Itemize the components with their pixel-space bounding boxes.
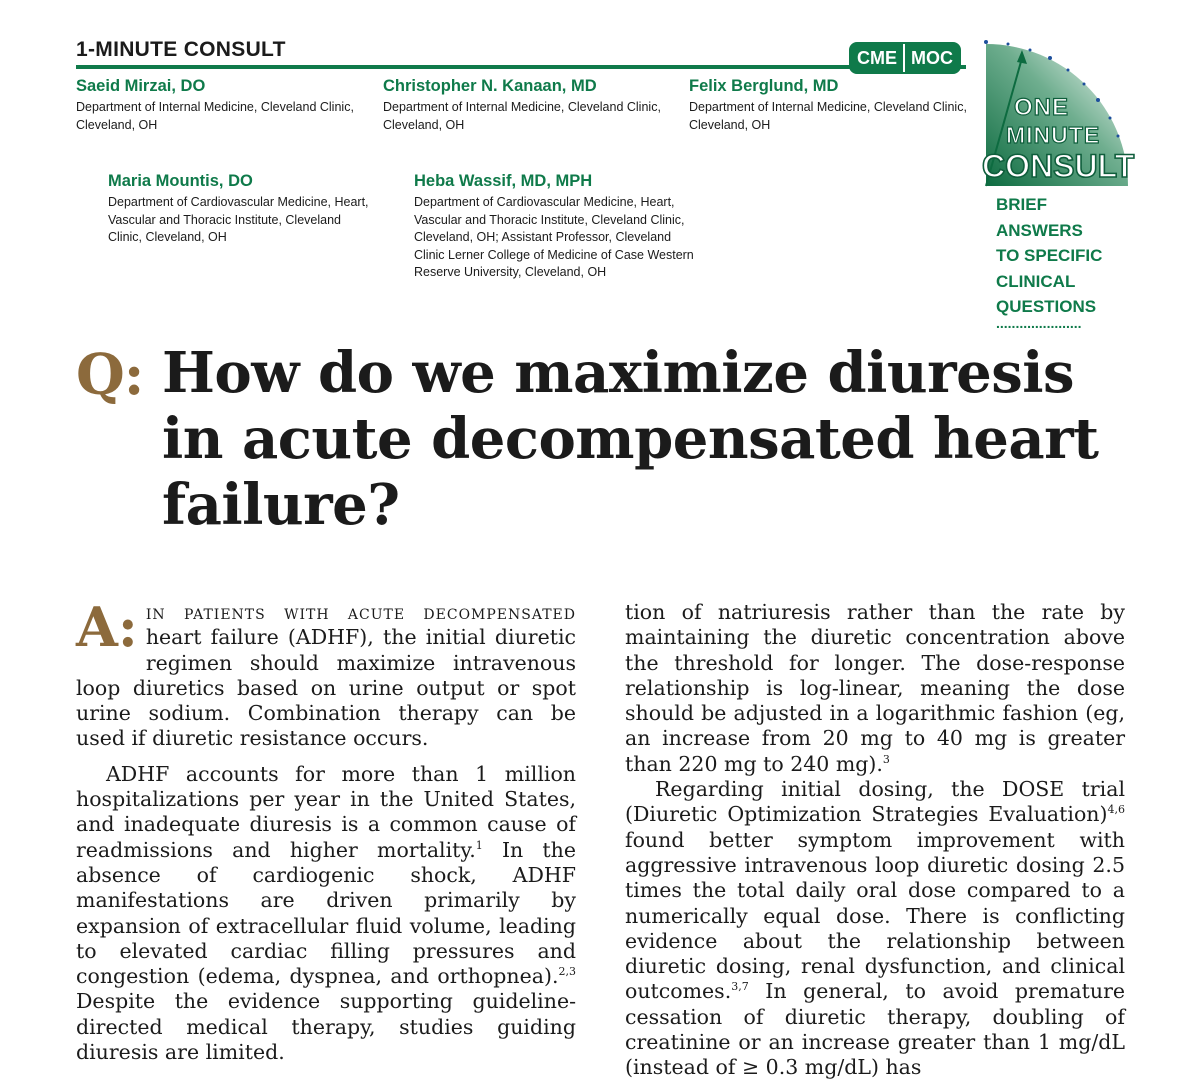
author-affiliation: Department of Internal Medicine, Cleveland Clinic, Cleveland, OH [689, 100, 967, 132]
article-column-right [625, 600, 1125, 1081]
author-block [383, 77, 673, 134]
body-text: ADHF accounts for more than 1 million hospitalizations per year in the United States, and inadequate diuresis is a common cause of readmissions and higher mortality. [76, 761, 576, 862]
body-text: Regarding initial dosing, the DOSE trial (Diuretic Optimization Strategies Evaluation) [625, 777, 1125, 827]
question-label: Q: [76, 342, 144, 408]
cme-label: CME [857, 48, 897, 68]
author-affiliation: Department of Internal Medicine, Cleveland Clinic, Cleveland, OH [383, 100, 661, 132]
logo-wordmark [978, 36, 1148, 192]
logo-word-one: ONE [1014, 94, 1070, 121]
reference-superscript: 3 [882, 752, 890, 766]
author-affiliation: Department of Cardiovascular Medicine, Heart, Vascular and Thoracic Institute, Cleveland Clinic, Cleveland, OH [108, 195, 369, 244]
author-name: Saeid Mirzai, DO [76, 77, 206, 95]
body-text: In general, to avoid premature cessation of diuretic therapy, doubling of creatinine or an increase greater than 1 mg/dL (instead of ≥ 0.3 mg/dL) has [625, 979, 1125, 1080]
body-text: Despite the evidence supporting guideline-directed medical therapy, studies guiding diuresis are limited. [76, 989, 576, 1065]
answer-label: A: [76, 595, 138, 659]
answer-lead-text: heart failure (ADHF), the initial diuretic regimen should maximize intravenous loop diuretics based on urine output or spot urine sodium. Combination therapy can be used if diuretic resistance occurs. [76, 625, 576, 751]
tagline-dots: ...................... [996, 314, 1082, 331]
body-text: found better symptom improvement with aggressive intravenous loop diuretic dosing 2.5 times the total daily oral dose compared to a numerically equal dose. There is conflicting evidence about the relationship between diuretic dosing, renal dysfunction, and clinical outcomes. [625, 827, 1125, 1004]
author-block [76, 77, 376, 134]
author-affiliation: Department of Internal Medicine, Cleveland Clinic, Cleveland, OH [76, 100, 354, 132]
author-block [689, 77, 974, 134]
tagline-line: TO SPECIFIC [996, 246, 1103, 265]
moc-label: MOC [911, 48, 953, 68]
author-name: Heba Wassif, MD, MPH [414, 172, 593, 190]
author-name: Christopher N. Kanaan, MD [383, 77, 597, 95]
reference-superscript: 1 [475, 838, 483, 852]
answer-paragraph [76, 595, 576, 752]
question-title: How do we maximize diuresis in acute decompensated heart failure? [162, 340, 1099, 538]
reference-superscript: 2,3 [558, 965, 576, 979]
author-name: Maria Mountis, DO [108, 172, 253, 190]
body-paragraph [76, 762, 576, 1066]
logo-word-consult: CONSULT [982, 148, 1135, 184]
author-block [108, 172, 378, 247]
author-block [414, 172, 694, 282]
author-name: Felix Berglund, MD [689, 77, 839, 95]
tagline-line: ANSWERS [996, 220, 1083, 240]
reference-superscript: 4,6 [1107, 803, 1125, 817]
answer-lead-caps: in patients with acute decompensated [145, 600, 576, 624]
header-rule [76, 65, 966, 69]
tagline-line: QUESTIONS [996, 297, 1097, 316]
body-text: In the absence of cardiogenic shock, ADHF manifestations are driven primarily by expansion of extracellular fluid volume, leading to elevated cardiac filling pressures and congestion (edema, dyspnea, and orthopnea). [76, 837, 576, 989]
body-paragraph [625, 600, 1125, 777]
reference-superscript: 3,7 [731, 980, 749, 994]
logo-tagline [996, 192, 1102, 330]
body-paragraph [625, 777, 1125, 1081]
section-label: 1-MINUTE CONSULT [76, 38, 286, 61]
logo-word-minute: MINUTE [1006, 122, 1101, 148]
author-affiliation: Department of Cardiovascular Medicine, Heart, Vascular and Thoracic Institute, Cleveland Clinic, Cleveland, OH; Assistant Professor, Cleveland Clinic Lerner College of Medicine of Case Western Reserve University, Cleveland, OH [414, 195, 694, 279]
cme-moc-badge [849, 42, 961, 74]
body-text: tion of natriuresis rather than the rate by maintaining the diuretic concentration above the threshold for longer. The dose-response relationship is log-linear, meaning the dose should be adjusted in a logarithmic fashion (eg, an increase from 20 mg to 40 mg is greater than 220 mg to 240 mg). [625, 600, 1125, 776]
tagline-line: BRIEF [996, 195, 1047, 214]
article-column-left [76, 595, 576, 1065]
tagline-line: CLINICAL [996, 271, 1076, 291]
